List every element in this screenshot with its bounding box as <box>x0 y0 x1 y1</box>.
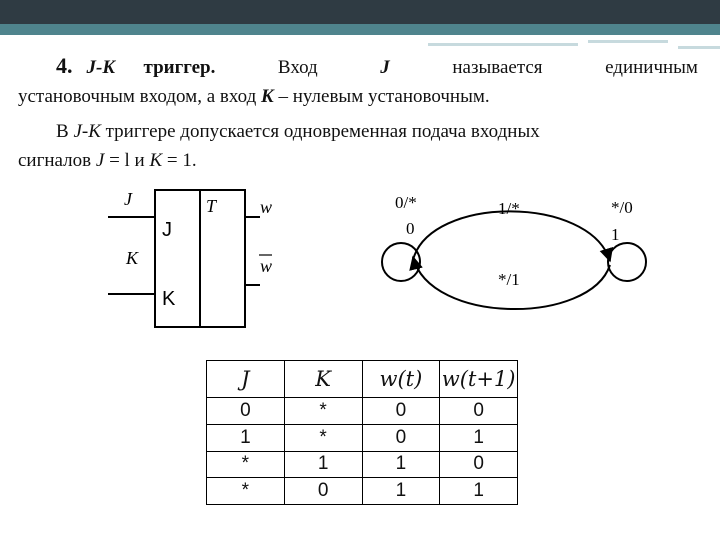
definition-line: установочным входом, а вход K – нулевым установочным. <box>18 86 490 107</box>
state-graph <box>370 185 670 320</box>
label-j-outer: J <box>124 189 132 209</box>
accent-band <box>0 24 720 35</box>
self-loop-1 <box>608 243 646 281</box>
section-title: 4. J-K триггер. <box>56 53 216 78</box>
label-loop0: 0/* <box>395 193 417 212</box>
decor-line <box>428 43 578 46</box>
decor-line <box>588 40 668 43</box>
label-bottom-edge: */1 <box>498 270 520 289</box>
label-k-inner: K <box>162 288 176 310</box>
table-row: 1 * 0 1 <box>207 424 518 451</box>
node-1: 1 <box>611 225 620 244</box>
table-row: * 0 1 1 <box>207 478 518 505</box>
label-j-inner: J <box>162 219 172 241</box>
label-t: T <box>206 196 217 216</box>
header-j: J <box>207 361 285 398</box>
paragraph-definition <box>18 51 698 111</box>
title-jk: J-K <box>86 57 115 78</box>
label-k-outer: K <box>126 248 139 268</box>
top-bar <box>0 0 720 24</box>
truth-table <box>206 360 518 505</box>
header-k: K <box>284 361 362 398</box>
word-edinichnym: единичным <box>605 57 698 78</box>
table-header-row <box>207 361 518 398</box>
paragraph-simultaneous: В J-K триггере допускается одновременная подача входных сигналов J = l и K = 1. <box>18 121 540 171</box>
title-trigger: триггер. <box>143 57 216 78</box>
label-top-edge: 1/* <box>498 199 520 218</box>
word-j: J <box>380 57 390 78</box>
word-vhod: Вход <box>277 57 318 78</box>
table-row: 0 * 0 0 <box>207 398 518 425</box>
decor-line <box>678 46 720 49</box>
label-loop1: */0 <box>611 198 633 217</box>
word-nazyvaetsya: называется <box>452 57 543 78</box>
header-wt1: w(t+1) <box>440 361 518 398</box>
jk-flipflop-diagram <box>100 180 300 330</box>
node-0: 0 <box>406 219 415 238</box>
label-w: w <box>260 197 273 217</box>
header-wt: w(t) <box>362 361 440 398</box>
heading-line <box>18 51 698 82</box>
table-row: * 1 1 0 <box>207 451 518 478</box>
label-w-bar: w <box>260 256 273 276</box>
edge-0-to-1 <box>413 211 610 261</box>
